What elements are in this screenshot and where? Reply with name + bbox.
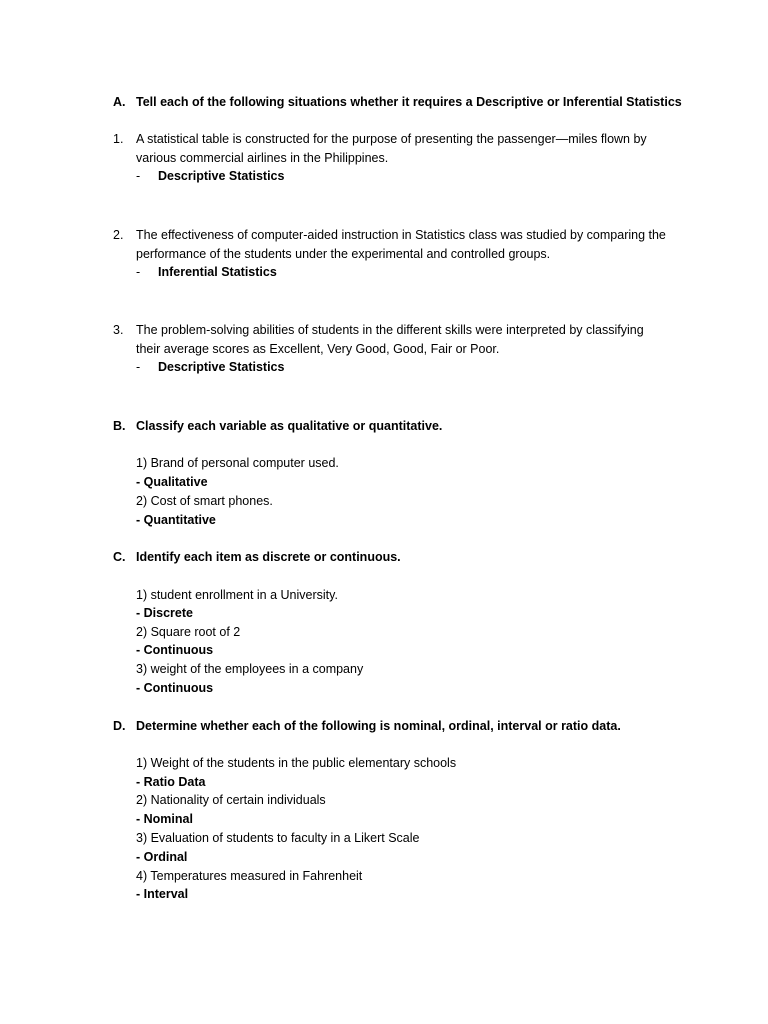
- section-c-heading: Identify each item as discrete or continuous.: [136, 550, 401, 564]
- item-a1-number: 1.: [113, 132, 124, 146]
- item-a3-text-line-2: their average scores as Excellent, Very Good, Good, Fair or Poor.: [136, 342, 500, 356]
- item-a2-answer: Inferential Statistics: [158, 265, 277, 279]
- item-a3-text-line-1: The problem-solving abilities of students in the different skills were interpreted by classifying: [136, 323, 644, 337]
- item-d4-question: 4) Temperatures measured in Fahrenheit: [136, 869, 363, 883]
- section-d-label: D.: [113, 719, 126, 733]
- item-a2-text-line-2: performance of the students under the experimental and controlled groups.: [136, 247, 551, 261]
- item-b2-answer: - Quantitative: [136, 513, 216, 527]
- item-d1-answer: - Ratio Data: [136, 775, 206, 789]
- item-d1-question: 1) Weight of the students in the public elementary schools: [136, 756, 457, 770]
- item-a2-dash: -: [136, 265, 141, 279]
- item-a3-answer: Descriptive Statistics: [158, 360, 285, 374]
- item-d4-answer: - Interval: [136, 887, 189, 901]
- section-a-label: A.: [113, 95, 126, 109]
- item-c2-answer: - Continuous: [136, 643, 214, 657]
- item-c3-question: 3) weight of the employees in a company: [136, 662, 364, 676]
- item-d2-question: 2) Nationality of certain individuals: [136, 793, 326, 807]
- item-a3-dash: -: [136, 360, 141, 374]
- section-b-label: B.: [113, 419, 126, 433]
- item-b1-answer: - Qualitative: [136, 475, 208, 489]
- item-a1-text-line-2: various commercial airlines in the Philippines.: [136, 151, 389, 165]
- item-c2-question: 2) Square root of 2: [136, 625, 241, 639]
- section-c-label: C.: [113, 550, 126, 564]
- item-d2-answer: - Nominal: [136, 812, 193, 826]
- section-d-heading: Determine whether each of the following is nominal, ordinal, interval or ratio data.: [136, 719, 621, 733]
- item-d3-question: 3) Evaluation of students to faculty in a Likert Scale: [136, 831, 420, 845]
- item-b1-question: 1) Brand of personal computer used.: [136, 456, 339, 470]
- item-b2-question: 2) Cost of smart phones.: [136, 494, 273, 508]
- item-a1-text-line-1: A statistical table is constructed for the purpose of presenting the passenger—miles flown by: [136, 132, 647, 146]
- item-a1-answer: Descriptive Statistics: [158, 169, 285, 183]
- item-a2-number: 2.: [113, 228, 124, 242]
- item-a2-text-line-1: The effectiveness of computer-aided instruction in Statistics class was studied by comparing the: [136, 228, 666, 242]
- section-a-heading: Tell each of the following situations whether it requires a Descriptive or Inferential Statistics: [136, 95, 682, 109]
- item-a3-number: 3.: [113, 323, 124, 337]
- item-c1-question: 1) student enrollment in a University.: [136, 588, 338, 602]
- item-d3-answer: - Ordinal: [136, 850, 188, 864]
- item-c1-answer: - Discrete: [136, 606, 193, 620]
- section-b-heading: Classify each variable as qualitative or quantitative.: [136, 419, 443, 433]
- item-a1-dash: -: [136, 169, 141, 183]
- item-c3-answer: - Continuous: [136, 681, 214, 695]
